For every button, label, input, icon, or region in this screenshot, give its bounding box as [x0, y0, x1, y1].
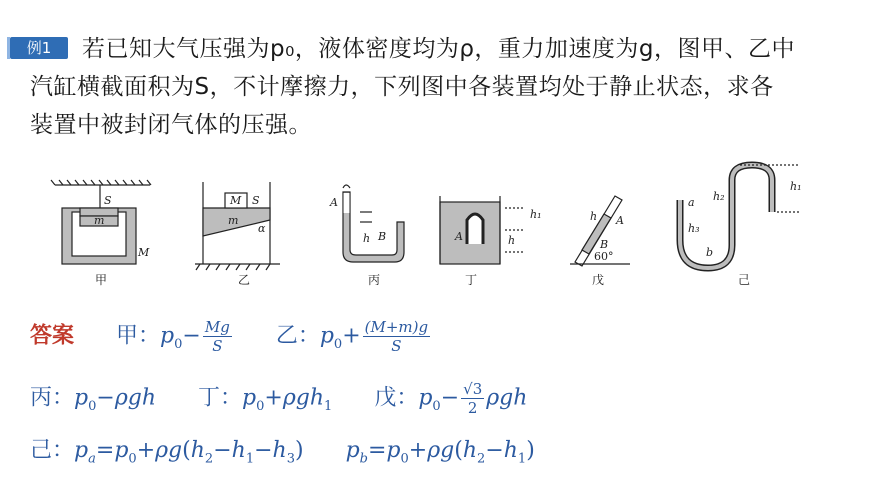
- answer-jia-denominator: S: [212, 337, 223, 355]
- wu-label-angle: 60°: [594, 250, 614, 263]
- answer-wu-numerator: √3: [463, 380, 483, 398]
- ji-label-a: a: [688, 196, 695, 209]
- figure-wu: [570, 196, 630, 287]
- ding-label-h1: h₁: [530, 208, 542, 221]
- wu-caption: 戊: [592, 273, 605, 287]
- figure-bing: [329, 185, 404, 287]
- ding-label-a: A: [455, 230, 463, 243]
- yi-label-alpha: α: [258, 222, 266, 235]
- jia-label-s: S: [104, 194, 112, 207]
- answer-ding-prefix: 丁：: [198, 385, 243, 411]
- answer-jia-prefix: 甲：: [116, 323, 161, 349]
- ji-label-h3: h₃: [688, 222, 700, 235]
- answer-jia-numerator: Mg: [204, 318, 230, 336]
- figure-jia: [51, 180, 151, 287]
- yi-label-s: S: [252, 194, 260, 207]
- bing-label-a: A: [330, 196, 338, 209]
- answer-wu-denominator: 2: [467, 399, 478, 417]
- bing-caption: 丙: [368, 273, 381, 287]
- yi-caption: 乙: [238, 273, 251, 287]
- answer-yi-denominator: S: [391, 337, 402, 355]
- figures-diagram: [0, 160, 870, 310]
- bing-label-b: B: [378, 230, 387, 243]
- yi-label-big-m: M: [230, 194, 242, 207]
- bing-label-h: h: [363, 232, 371, 245]
- answer-line-2: 丙：$p_0-\rho gh$ 丁：$p_0+\rho gh_1$ 戊：$p_0-$ $\frac{√3}{2}$ ρgh: [30, 380, 528, 417]
- answer-bing-prefix: 丙：: [30, 385, 75, 411]
- ji-label-h2: h₂: [713, 190, 725, 203]
- answer-line-1: 答案 甲：$p_0-$ $\frac{Mg}{S}$ 乙：$p_0+$ $\frac{(M+m)g}{S}$: [30, 318, 429, 355]
- answer-line-3: 己：$p_a=p_0+\rho g(h_2-h_1-h_3)$ $p_b=p_0+\rho g(h_2-h_1)$: [30, 438, 535, 467]
- answer-yi-numerator: (M+m)g: [364, 318, 429, 336]
- problem-line-2: 汽缸横截面积为S，不计摩擦力，下列图中各装置均处于静止状态，求各: [30, 74, 774, 100]
- yi-label-m: m: [228, 214, 239, 227]
- answer-ji-prefix: 己：: [30, 438, 75, 463]
- example-badge: 例1: [10, 37, 68, 59]
- problem-line-1: 若已知大气压强为p₀，液体密度均为ρ，重力加速度为g，图甲、乙中: [82, 36, 796, 62]
- ji-caption: 己: [738, 273, 751, 287]
- answer-label: 答案: [30, 323, 75, 349]
- ji-label-h1: h₁: [790, 180, 802, 193]
- jia-label-m: m: [94, 214, 105, 227]
- jia-label-big-m: M: [138, 246, 150, 259]
- figure-yi: [195, 182, 280, 287]
- wu-label-a: A: [616, 214, 624, 227]
- answer-wu-prefix: 戊：: [374, 385, 419, 411]
- wu-label-b: B: [600, 238, 609, 251]
- figure-ji: [680, 165, 802, 287]
- ji-label-b: b: [706, 246, 714, 259]
- problem-line-3: 装置中被封闭气体的压强。: [30, 112, 312, 138]
- ding-label-h: h: [508, 234, 516, 247]
- wu-label-h: h: [590, 210, 598, 223]
- figure-ding: [440, 196, 542, 287]
- jia-caption: 甲: [95, 273, 108, 287]
- ding-caption: 丁: [465, 273, 478, 287]
- answer-yi-prefix: 乙：: [275, 323, 320, 349]
